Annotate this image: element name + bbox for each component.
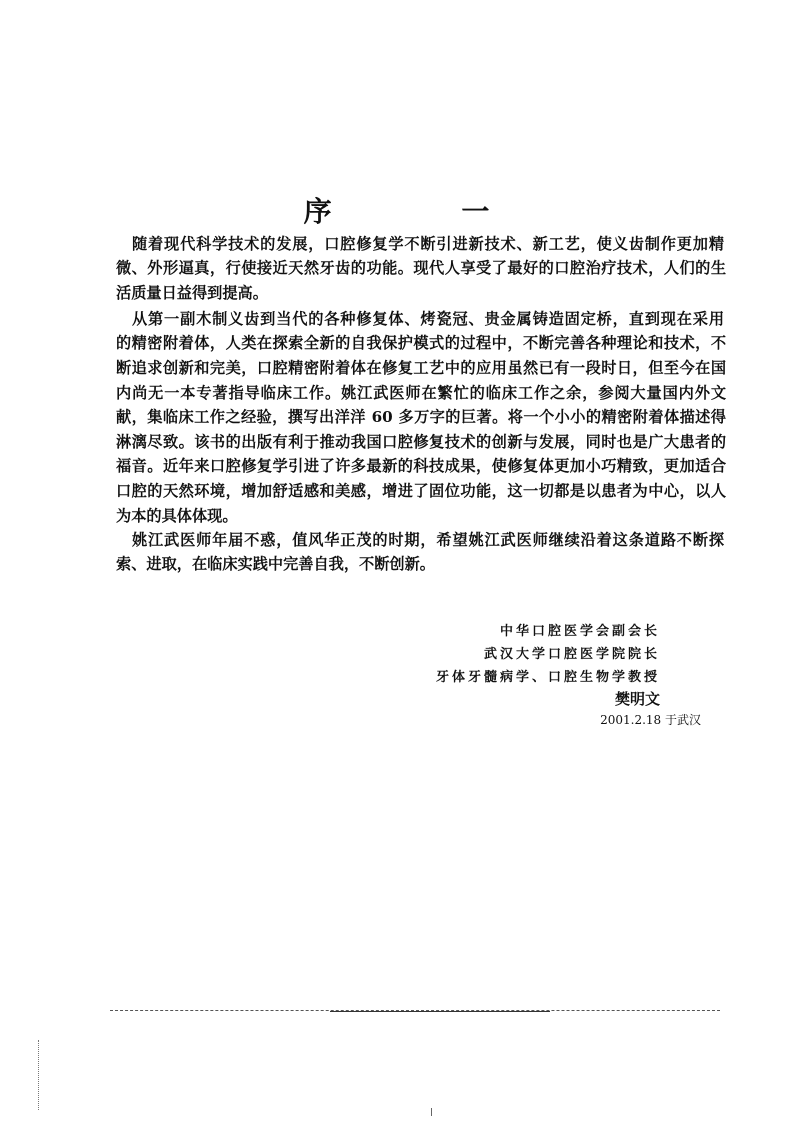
signature-name: 樊明文 bbox=[614, 690, 660, 708]
paragraph-2-line-9: 为本的具体体现。 bbox=[116, 507, 238, 525]
paragraph-2-line-4: 内尚无一本专著指导临床工作。姚江武医师在繁忙的临床工作之余，参阅大量国内外文 bbox=[116, 384, 726, 402]
page-title: 序 一 bbox=[303, 195, 550, 228]
paragraph-2-line-6: 淋漓尽致。该书的出版有利于推动我国口腔修复技术的创新与发展，同时也是广大患者的 bbox=[116, 433, 726, 451]
signature-title-1: 中华口腔医学会副会长 bbox=[499, 624, 660, 639]
paragraph-2-line-2: 的精密附着体，人类在探索全新的自我保护模式的过程中，不断完善各种理论和技术，不 bbox=[116, 334, 726, 352]
signature-date: 2001.2.18 于武汉 bbox=[600, 713, 701, 727]
paragraph-2-line-8: 口腔的天然环境，增加舒适感和美感，增进了固位功能，这一切都是以患者为中心，以人 bbox=[116, 482, 726, 500]
paragraph-2-line-7: 福音。近年来口腔修复学引进了许多最新的科技成果，使修复体更加小巧精致，更加适合 bbox=[116, 457, 726, 475]
paragraph-1-line-2: 微、外形逼真，行使接近天然牙齿的功能。现代人享受了最好的口腔治疗技术，人们的生 bbox=[116, 259, 726, 277]
paragraph-1-line-1: 随着现代科学技术的发展，口腔修复学不断引进新技术、新工艺，使义齿制作更加精 bbox=[132, 235, 724, 253]
scan-artifact-line bbox=[330, 1011, 550, 1012]
paragraph-3-line-2: 索、进取，在临床实践中完善自我，不断创新。 bbox=[116, 555, 435, 573]
signature-title-2: 武汉大学口腔医学院院长 bbox=[483, 647, 660, 662]
paragraph-2-line-3: 断追求创新和完美，口腔精密附着体在修复工艺中的应用虽然已有一段时日，但至今在国 bbox=[116, 359, 726, 377]
paragraph-3-line-1: 姚江武医师年届不惑，值风华正茂的时期，希望姚江武医师继续沿着这条道路不断探 bbox=[132, 531, 724, 549]
paragraph-2-line-5: 献，集临床工作之经验，撰写出洋洋 60 多万字的巨著。将一个小小的精密附着体描述得 bbox=[116, 408, 726, 426]
signature-title-3: 牙体牙髓病学、口腔生物学教授 bbox=[435, 670, 660, 685]
paragraph-2-line-1: 从第一副木制义齿到当代的各种修复体、烤瓷冠、贵金属铸造固定桥，直到现在采用 bbox=[132, 310, 724, 328]
paragraph-1-line-3: 活质量日益得到提高。 bbox=[116, 284, 268, 302]
scan-edge-mark bbox=[38, 1040, 39, 1110]
page-mark bbox=[431, 1108, 432, 1116]
